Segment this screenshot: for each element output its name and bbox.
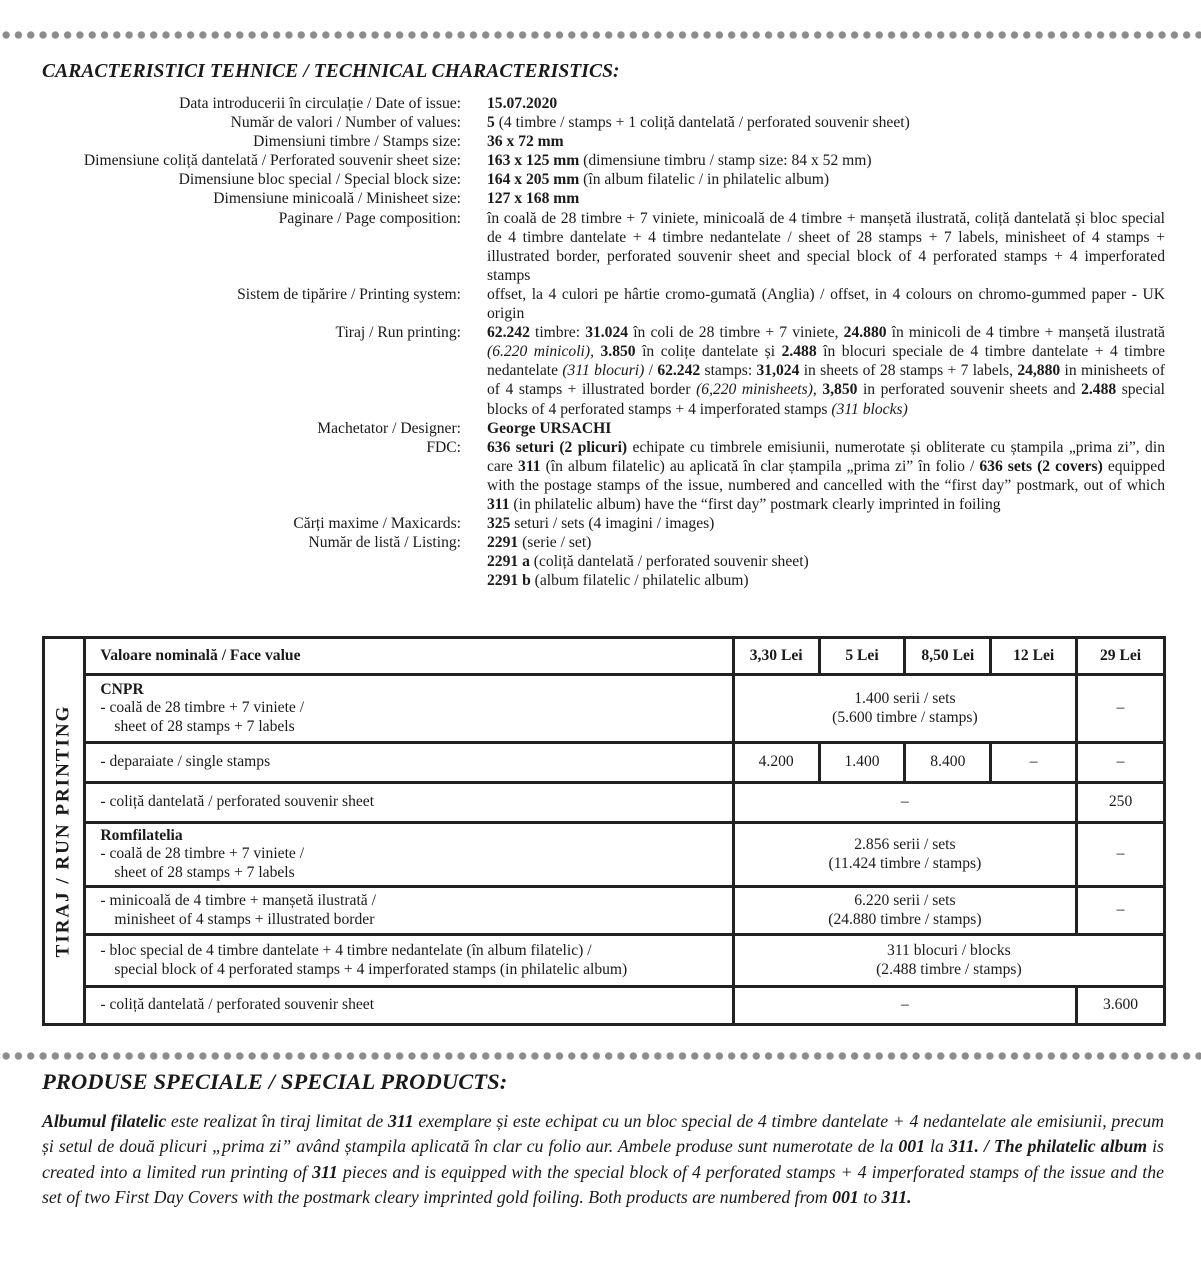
row-description <box>85 887 733 935</box>
run-printing-table <box>42 636 1166 1026</box>
desc-line: minisheet of 4 stamps + illustrated border <box>114 910 375 928</box>
side-label: TIRAJ / RUN PRINTING <box>52 704 74 958</box>
spec-value <box>487 151 1165 170</box>
text-run: în colițe dantelate și <box>635 343 782 361</box>
italic-run: (311 blocuri) <box>562 362 645 380</box>
listing-desc: (coliță dantelată / perforated souvenir sheet) <box>529 553 809 571</box>
special-products-text <box>42 1109 1164 1210</box>
value-line: (5.600 timbre / stamps) <box>832 708 978 726</box>
merged-value <box>733 887 1076 935</box>
dotted-divider-middle <box>0 1052 1201 1060</box>
cell-value: 250 <box>1077 783 1165 823</box>
spec-label: Cărți maxime / Maxicards: <box>293 515 461 533</box>
bold-run: 311. <box>881 1186 912 1207</box>
table-header-row <box>44 638 1165 675</box>
spec-row-designer <box>0 419 1201 438</box>
spec-value-rest: (în album filatelic / in philatelic album) <box>579 171 830 189</box>
text-run: special blocks of 4 perforated stamps + 4 imperforated stamps <box>487 381 1165 418</box>
cell-value: – <box>991 743 1077 783</box>
org-name: Romfilatelia <box>100 826 183 844</box>
text-run: in perforated souvenir sheets and <box>857 381 1082 399</box>
merged-value <box>733 675 1076 743</box>
listing-number: 2291 a <box>487 553 530 571</box>
bold-run: 001 <box>898 1136 926 1157</box>
spec-value <box>487 514 1165 533</box>
spec-value-bold: 127 x 168 mm <box>487 190 580 208</box>
value-line: 1.400 serii / sets <box>854 689 956 707</box>
table-row <box>44 675 1165 743</box>
bold-run: 2.488 <box>781 343 817 361</box>
spec-value <box>487 285 1165 323</box>
desc-line: sheet of 28 stamps + 7 labels <box>114 863 295 881</box>
spec-label: Dimensiune bloc special / Special block size: <box>178 171 461 189</box>
spec-label: Tiraj / Run printing: <box>335 324 461 342</box>
value-line: 311 blocuri / blocks <box>887 941 1011 959</box>
merged-value: – <box>733 783 1076 823</box>
header-value: 29 Lei <box>1077 638 1165 675</box>
desc-line: - coală de 28 timbre + 7 viniete / <box>100 699 305 717</box>
merged-value <box>733 823 1076 887</box>
spec-value-bold: 325 <box>487 515 511 533</box>
spec-row-printing-system <box>0 285 1201 323</box>
spec-row-date <box>0 94 1201 113</box>
desc-line: special block of 4 perforated stamps + 4 imperforated stamps (in philatelic album) <box>114 960 628 978</box>
text-run: pieces and is equipped with the special block of 4 perforated stamps + 4 imperforated stamps of the issue and the set of two First Day Covers with the postmark cleary imprinted gold foiling. Both products are numbered from <box>42 1161 1164 1207</box>
org-name: CNPR <box>100 680 144 698</box>
bold-run: 636 seturi (2 plicuri) <box>487 438 628 456</box>
spec-value <box>487 132 1165 151</box>
row-description: - coliță dantelată / perforated souvenir sheet <box>85 783 733 823</box>
spec-value-rest: (4 timbre / stamps + 1 coliță dantelată / perforated souvenir sheet) <box>494 114 910 132</box>
bold-run: 31,024 <box>756 362 800 380</box>
table-row <box>44 935 1165 987</box>
spec-label: Dimensiuni timbre / Stamps size: <box>253 133 461 151</box>
bold-run: 62.242 <box>657 362 701 380</box>
listing-number: 2291 <box>487 534 519 552</box>
spec-row-block-size <box>0 170 1201 189</box>
text-run: în minicoli de 4 timbre + manșetă ilustrată <box>886 324 1165 342</box>
value-line: (24.880 timbre / stamps) <box>828 910 982 928</box>
dotted-divider-top <box>0 31 1201 39</box>
spec-row-stamp-size <box>0 132 1201 151</box>
header-face-value: Valoare nominală / Face value <box>85 638 733 675</box>
spec-label: FDC: <box>426 438 461 456</box>
table-row <box>44 823 1165 887</box>
spec-value <box>487 533 1165 590</box>
bold-run: 311 <box>518 457 541 475</box>
spec-row-minisheet-size <box>0 189 1201 208</box>
text-run: este realizat în tiraj limitat de <box>166 1111 388 1131</box>
listing-desc: (serie / set) <box>518 534 592 552</box>
text-run: echipate cu timbrele emisiunii, numerotate și obliterate cu ștampila „prima zi”, din care <box>487 438 1165 475</box>
row-description <box>85 675 733 743</box>
bold-run: 24,880 <box>1017 362 1061 380</box>
merged-value: – <box>733 987 1076 1025</box>
spec-value-rest: (dimensiune timbru / stamp size: 84 x 52 mm) <box>579 152 872 170</box>
technical-section-title: CARACTERISTICI TEHNICE / TECHNICAL CHARACTERISTICS: <box>42 61 620 82</box>
listing-number: 2291 b <box>487 572 531 590</box>
text-run: exemplare și este echipat cu un bloc special de 4 timbre dantelate + 4 nedantelate ale emisiunii, precum și setul de două plicuri „prima zi” având ștampila aplicată în clar cu folio aur. Ambele produse sunt numerotate de la <box>42 1111 1165 1157</box>
text-run: in sheets of 28 stamps + 7 labels, <box>799 362 1018 380</box>
value-line: (2.488 timbre / stamps) <box>876 960 1022 978</box>
special-products-title: PRODUSE SPECIALE / SPECIAL PRODUCTS: <box>42 1069 508 1094</box>
spec-label: Dimensiune minicoală / Minisheet size: <box>213 190 461 208</box>
spec-value <box>487 113 1165 132</box>
spec-value-bold: 163 x 125 mm <box>487 152 580 170</box>
table-row <box>44 887 1165 935</box>
table-row <box>44 987 1165 1025</box>
spec-value <box>487 94 1165 113</box>
spec-row-souvenir-size <box>0 151 1201 170</box>
text-run: equipped with the postage stamps of the issue, numbered and cancelled with the “first day” postmark, out of which <box>487 457 1165 494</box>
text-run: / <box>644 362 658 380</box>
spec-label: Machetator / Designer: <box>317 419 461 437</box>
cell-value: 4.200 <box>733 743 819 783</box>
listing-line <box>487 571 1165 590</box>
bold-run: 2.488 <box>1081 381 1117 399</box>
spec-label: Data introducerii în circulație / Date of issue: <box>179 95 461 112</box>
text-run: (în album filatelic) au aplicată în clar ștampila „prima zi” în folio / <box>540 457 980 475</box>
listing-line <box>487 552 1165 571</box>
desc-line: sheet of 28 stamps + 7 labels <box>114 717 295 735</box>
spec-value-bold: 36 x 72 mm <box>487 133 564 151</box>
spec-value <box>487 419 1165 438</box>
merged-value <box>733 935 1164 987</box>
text-run: to <box>858 1186 882 1207</box>
spec-value <box>487 170 1165 189</box>
cell-value: – <box>1077 743 1165 783</box>
spec-row-page-composition <box>0 209 1201 285</box>
desc-line: - coală de 28 timbre + 7 viniete / <box>100 845 305 863</box>
row-description: - deparaiate / single stamps <box>85 743 733 783</box>
text-run: (in philatelic album) have the “first day” postmark clearly imprinted in foiling <box>509 495 1001 513</box>
bold-run: 311 <box>387 1111 414 1131</box>
spec-label: Paginare / Page composition: <box>278 209 461 227</box>
text-run: la <box>925 1136 949 1157</box>
spec-value <box>487 189 1165 208</box>
spec-value-run-printing <box>487 323 1165 418</box>
bold-run: Albumul filatelic <box>42 1111 167 1131</box>
bold-run: 311 <box>487 495 510 513</box>
spec-value-rest: offset, la 4 culori pe hârtie cromo-gumată (Anglia) / offset, in 4 colours on chromo-gummed paper - UK origin <box>487 285 1165 323</box>
table-row <box>44 783 1165 823</box>
cell-value: – <box>1077 823 1165 887</box>
cell-value: 3.600 <box>1077 987 1165 1025</box>
designer-name: George URSACHI <box>487 419 612 437</box>
row-description: - coliță dantelată / perforated souvenir sheet <box>85 987 733 1025</box>
spec-value-rest: seturi / sets (4 imagini / images) <box>510 515 715 533</box>
cell-value: 1.400 <box>819 743 905 783</box>
header-value: 8,50 Lei <box>905 638 991 675</box>
listing-desc: (album filatelic / philatelic album) <box>530 572 749 590</box>
side-label-cell <box>44 638 85 1025</box>
bold-run: 31.024 <box>585 324 629 342</box>
row-description <box>85 935 733 987</box>
header-value: 12 Lei <box>991 638 1077 675</box>
spec-row-listing <box>0 533 1201 590</box>
bold-run: 62.242 <box>487 324 530 342</box>
row-description <box>85 823 733 887</box>
spec-row-run-printing <box>0 323 1201 418</box>
italic-run: (311 blocks) <box>831 400 908 418</box>
cell-value: – <box>1077 887 1165 935</box>
spec-label: Număr de valori / Number of values: <box>230 114 461 132</box>
bold-run: 3,850 <box>822 381 858 399</box>
spec-value-fdc <box>487 438 1165 514</box>
listing-line <box>487 533 1165 552</box>
value-line: 6.220 serii / sets <box>854 891 956 909</box>
italic-run: (6.220 minicoli), <box>487 343 594 361</box>
spec-label: Număr de listă / Listing: <box>308 534 461 552</box>
spec-value-rest: în coală de 28 timbre + 7 viniete, minicoală de 4 timbre + manșetă ilustrată, coliță dantelată și bloc special de 4 timbre dantelate + 4 timbre nedantelate / sheet of 28 stamps + 7 labels, minisheet of 4 stamps + illustrated border, perforated souvenir sheet and special block of 4 perforated stamps + 4 imperforated stamps <box>487 209 1165 284</box>
spec-value <box>487 209 1165 285</box>
bold-run: 001 <box>832 1186 859 1207</box>
value-line: (11.424 timbre / stamps) <box>828 854 982 872</box>
text-run: in minisheets of of 4 stamps + illustrated border <box>487 362 1165 399</box>
cell-value: 8.400 <box>905 743 991 783</box>
text-run: în blocuri speciale de 4 timbre dantelate + 4 timbre nedantelate <box>487 343 1166 380</box>
bold-run: 24.880 <box>843 324 887 342</box>
spec-label: Sistem de tipărire / Printing system: <box>237 285 461 303</box>
spec-value-bold: 5 <box>487 114 495 132</box>
bold-run: 311 <box>312 1161 338 1182</box>
bold-run: 636 sets (2 covers) <box>979 457 1103 475</box>
spec-value-bold: 164 x 205 mm <box>487 171 580 189</box>
desc-line: - minicoală de 4 timbre + manșetă ilustrată / <box>100 891 376 909</box>
spec-row-maxicards <box>0 514 1201 533</box>
technical-specs <box>0 94 1201 590</box>
text-run: timbre: <box>529 324 586 342</box>
spec-row-fdc <box>0 438 1201 514</box>
spec-label: Dimensiune coliță dantelată / Perforated souvenir sheet size: <box>83 152 461 170</box>
italic-run: (6,220 minisheets), <box>696 381 817 399</box>
bold-run: 311. / The philatelic album <box>948 1136 1148 1157</box>
text-run: în coli de 28 timbre + 7 viniete, <box>628 324 844 342</box>
bold-run: 3.850 <box>600 343 636 361</box>
table-row <box>44 743 1165 783</box>
header-value: 5 Lei <box>819 638 905 675</box>
text-run: is created into a limited run printing of <box>42 1136 1164 1182</box>
cell-value: – <box>1077 675 1165 743</box>
header-value: 3,30 Lei <box>733 638 819 675</box>
spec-value-bold: 15.07.2020 <box>487 95 558 112</box>
value-line: 2.856 serii / sets <box>854 835 956 853</box>
desc-line: - bloc special de 4 timbre dantelate + 4 timbre nedantelate (în album filatelic) / <box>100 941 592 959</box>
text-run: stamps: <box>700 362 757 380</box>
spec-row-values <box>0 113 1201 132</box>
